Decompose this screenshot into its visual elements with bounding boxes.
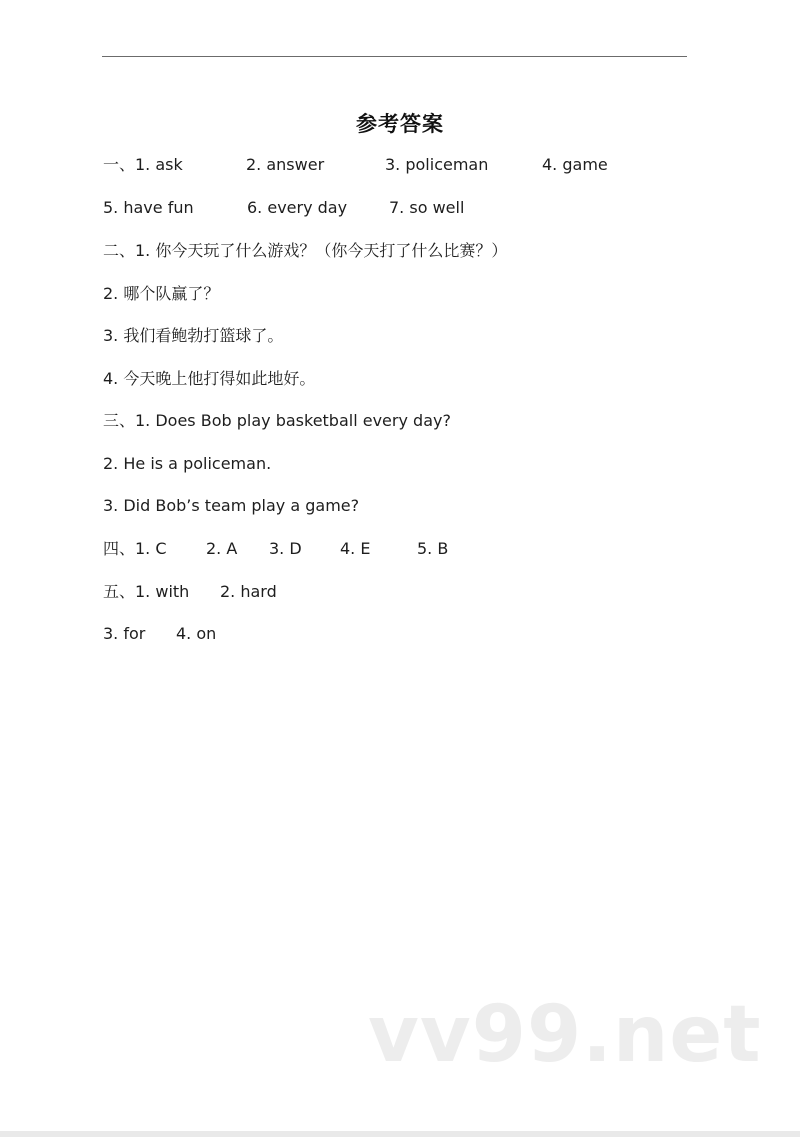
answer-item: 4. game xyxy=(542,155,608,174)
header-rule xyxy=(102,56,687,57)
section3-line: 2. He is a policeman. xyxy=(103,454,272,473)
section3-line: 三、1. Does Bob play basketball every day? xyxy=(103,411,451,430)
section5-row2 xyxy=(103,624,403,644)
answer-item: 3. for xyxy=(103,624,146,643)
answer-item: 五、1. with xyxy=(103,582,190,601)
page-bottom-edge xyxy=(0,1131,800,1137)
section4-row xyxy=(103,539,503,559)
answer-item: 4. E xyxy=(340,539,371,558)
section2-line: 3. 我们看鲍勃打篮球了。 xyxy=(103,326,284,345)
answer-item: 2. answer xyxy=(246,155,325,174)
section2-line: 2. 哪个队赢了？ xyxy=(103,284,220,303)
answer-item: 一、1. ask xyxy=(103,155,183,174)
answer-item: 5. have fun xyxy=(103,198,194,217)
section5-row1 xyxy=(103,582,403,602)
section1-row2 xyxy=(103,198,663,218)
watermark: vv99.net xyxy=(368,990,762,1080)
answer-item: 2. hard xyxy=(220,582,277,601)
section1-row1 xyxy=(103,155,663,175)
answer-item: 3. policeman xyxy=(385,155,489,174)
answer-item: 4. on xyxy=(176,624,217,643)
section3-line: 3. Did Bob’s team play a game? xyxy=(103,496,360,515)
answer-item: 6. every day xyxy=(247,198,348,217)
section2-line: 4. 今天晚上他打得如此地好。 xyxy=(103,369,316,388)
page-title: 参考答案 xyxy=(356,112,444,136)
answer-item: 5. B xyxy=(417,539,449,558)
answer-item: 四、1. C xyxy=(103,539,167,558)
section2-line: 二、1. 你今天玩了什么游戏？（你今天打了什么比赛？） xyxy=(103,241,508,260)
answer-item: 7. so well xyxy=(389,198,465,217)
answer-item: 2. A xyxy=(206,539,238,558)
answer-item: 3. D xyxy=(269,539,302,558)
